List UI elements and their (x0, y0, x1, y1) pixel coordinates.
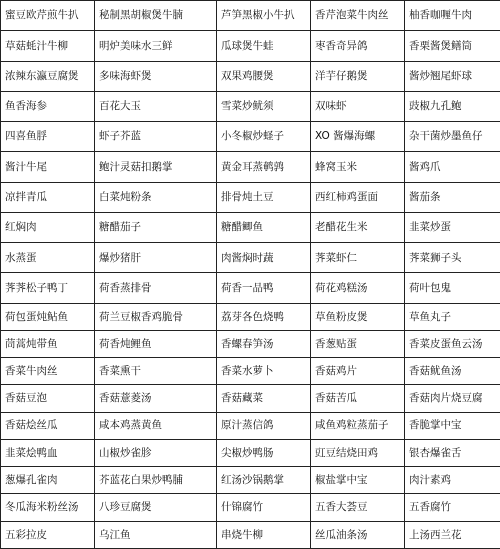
dish-cell: 香菜牛肉丝 (1, 358, 95, 385)
dish-cell: 韭菜烩鸭血 (1, 439, 95, 466)
dish-cell: 香栗酱煲鳝筒 (405, 31, 500, 61)
dish-cell: 浓辣东瀛豆腐煲 (1, 61, 95, 91)
table-row (1, 358, 500, 385)
dish-cell: 草菇蚝汁牛柳 (1, 31, 95, 61)
dish-cell: 鲍汁灵菇扣鹅掌 (95, 152, 217, 182)
dish-cell: 瓜球煲牛蛙 (217, 31, 311, 61)
dish-cell: 秘制黑胡椒煲牛腩 (95, 1, 217, 31)
dish-cell: 肉酱焖时蔬 (217, 243, 311, 273)
table-row (1, 61, 500, 91)
dish-cell: 香菇烩丝瓜 (1, 412, 95, 439)
dish-cell: 老醋花生米 (311, 212, 405, 242)
dish-cell: 香脆掌中宝 (405, 412, 500, 439)
dish-cell: 丝瓜油条汤 (311, 521, 405, 548)
table-row (1, 303, 500, 330)
dish-cell: 柚香咖喱牛肉 (405, 1, 500, 31)
dish-cell: 八珍豆腐煲 (95, 494, 217, 521)
dish-cell: 咸本鸡蒸黄鱼 (95, 412, 217, 439)
dish-cell: 香菇豆泡 (1, 385, 95, 412)
dish-cell: 上汤西兰花 (405, 521, 500, 548)
dish-cell: 凉拌青瓜 (1, 182, 95, 212)
dish-cell: 乌江鱼 (95, 521, 217, 548)
dish-cell: 草鱼丸子 (405, 303, 500, 330)
dish-cell: 荠菜狮子头 (405, 243, 500, 273)
table-row (1, 212, 500, 242)
table-row (1, 152, 500, 182)
dish-cell: 小冬椒炒蛏子 (217, 122, 311, 152)
dish-cell: 香菇藏菜 (217, 385, 311, 412)
table-row (1, 1, 500, 31)
dish-cell: 爆炒猪肝 (95, 243, 217, 273)
dish-cell: 原汁蒸信鸽 (217, 412, 311, 439)
dish-cell: 串烧牛柳 (217, 521, 311, 548)
dish-cell: 水蒸蛋 (1, 243, 95, 273)
dish-cell: 香菇薏菱汤 (95, 385, 217, 412)
dish-cell: 虾子芥蓝 (95, 122, 217, 152)
dish-cell: 酱汁牛尾 (1, 152, 95, 182)
table-row (1, 182, 500, 212)
dish-cell: 冬瓜海米粉丝汤 (1, 494, 95, 521)
dish-cell: 明炉美味水三鲜 (95, 31, 217, 61)
dish-cell: XO 酱爆海螺 (311, 122, 405, 152)
dish-cell: 芥蓝花白果炒鸭脯 (95, 467, 217, 494)
dish-cell: 香菜水萝卜 (217, 358, 311, 385)
dish-cell: 多味海虾煲 (95, 61, 217, 91)
dish-cell: 蜜豆欧芹煎牛扒 (1, 1, 95, 31)
dish-cell: 香菇鸡片 (311, 358, 405, 385)
dish-cell: 荷兰豆椒香鸡脆骨 (95, 303, 217, 330)
table-row (1, 91, 500, 121)
dish-cell: 咸鱼鸡粒蒸茄子 (311, 412, 405, 439)
dish-cell: 白菜炖粉条 (95, 182, 217, 212)
dish-cell: 葱爆孔雀肉 (1, 467, 95, 494)
dish-cell: 椒盐掌中宝 (311, 467, 405, 494)
dish-cell: 双果鸡腰煲 (217, 61, 311, 91)
dish-cell: 荠荠松子鸭丁 (1, 273, 95, 303)
dish-cell: 荷香蒸排骨 (95, 273, 217, 303)
table-row (1, 273, 500, 303)
dish-cell: 香螺春笋汤 (217, 330, 311, 357)
table-row (1, 467, 500, 494)
dish-cell: 荷香炖鲤鱼 (95, 330, 217, 357)
dish-cell: 双味虾 (311, 91, 405, 121)
dish-cell: 洋芋仔鹅煲 (311, 61, 405, 91)
dish-cell: 尖椒炒鸭肠 (217, 439, 311, 466)
dish-cell: 韭菜炒蛋 (405, 212, 500, 242)
dish-cell: 香菇鱿鱼汤 (405, 358, 500, 385)
dish-cell: 荠菜虾仁 (311, 243, 405, 273)
table-row (1, 243, 500, 273)
dish-cell: 西红柿鸡蛋面 (311, 182, 405, 212)
dish-cell: 枣香奇异鸽 (311, 31, 405, 61)
table-row (1, 31, 500, 61)
dish-cell: 豉椒九孔鲍 (405, 91, 500, 121)
dish-cell: 香葱贴蛋 (311, 330, 405, 357)
dish-cell: 杂干菌炒墨鱼仔 (405, 122, 500, 152)
dish-cell: 蜂窝玉米 (311, 152, 405, 182)
dish-cell: 山椒炒雀胗 (95, 439, 217, 466)
dish-table-body (1, 1, 500, 549)
dish-cell: 香菇肉片烧豆腐 (405, 385, 500, 412)
table-row (1, 385, 500, 412)
dish-cell: 什锦腐竹 (217, 494, 311, 521)
dish-cell: 荷花鸡糕汤 (311, 273, 405, 303)
dish-cell: 荷包蛋炖鲇鱼 (1, 303, 95, 330)
dish-cell: 糖醋鲫鱼 (217, 212, 311, 242)
dish-cell: 荷叶包鬼 (405, 273, 500, 303)
dish-cell: 五香大荟豆 (311, 494, 405, 521)
dish-cell: 四喜鱼脬 (1, 122, 95, 152)
dish-cell: 酱炒翘尾虾球 (405, 61, 500, 91)
dish-cell: 香菜皮蛋鱼云汤 (405, 330, 500, 357)
dish-cell: 草鱼粉皮煲 (311, 303, 405, 330)
table-row (1, 412, 500, 439)
dish-cell: 排骨炖土豆 (217, 182, 311, 212)
dish-cell: 红焖肉 (1, 212, 95, 242)
table-row (1, 439, 500, 466)
dish-cell: 雪菜炒鱿须 (217, 91, 311, 121)
dish-cell: 芦笋黑椒小牛扒 (217, 1, 311, 31)
table-row (1, 122, 500, 152)
dish-cell: 百花大玉 (95, 91, 217, 121)
dish-cell: 酱鸡爪 (405, 152, 500, 182)
dish-cell: 荷香一品鸭 (217, 273, 311, 303)
dish-cell: 五香腐竹 (405, 494, 500, 521)
dish-cell: 糖醋茄子 (95, 212, 217, 242)
dish-cell: 黄金耳蒸鹌鹑 (217, 152, 311, 182)
dish-cell: 香菇苦瓜 (311, 385, 405, 412)
dish-cell: 红汤沙锅鹅掌 (217, 467, 311, 494)
table-row (1, 521, 500, 548)
table-row (1, 330, 500, 357)
dish-cell: 香菜熏干 (95, 358, 217, 385)
table-row (1, 494, 500, 521)
dish-cell: 茼蒿炖带鱼 (1, 330, 95, 357)
dish-cell: 鱼香海参 (1, 91, 95, 121)
dish-cell: 香芹泡菜牛肉丝 (311, 1, 405, 31)
dish-cell: 银杏爆雀舌 (405, 439, 500, 466)
dish-cell: 五彩拉皮 (1, 521, 95, 548)
dish-cell: 肉汁素鸡 (405, 467, 500, 494)
dish-cell: 荔芽各色烧鸭 (217, 303, 311, 330)
dish-cell: 豇豆结烧田鸡 (311, 439, 405, 466)
dish-cell: 酱茄条 (405, 182, 500, 212)
